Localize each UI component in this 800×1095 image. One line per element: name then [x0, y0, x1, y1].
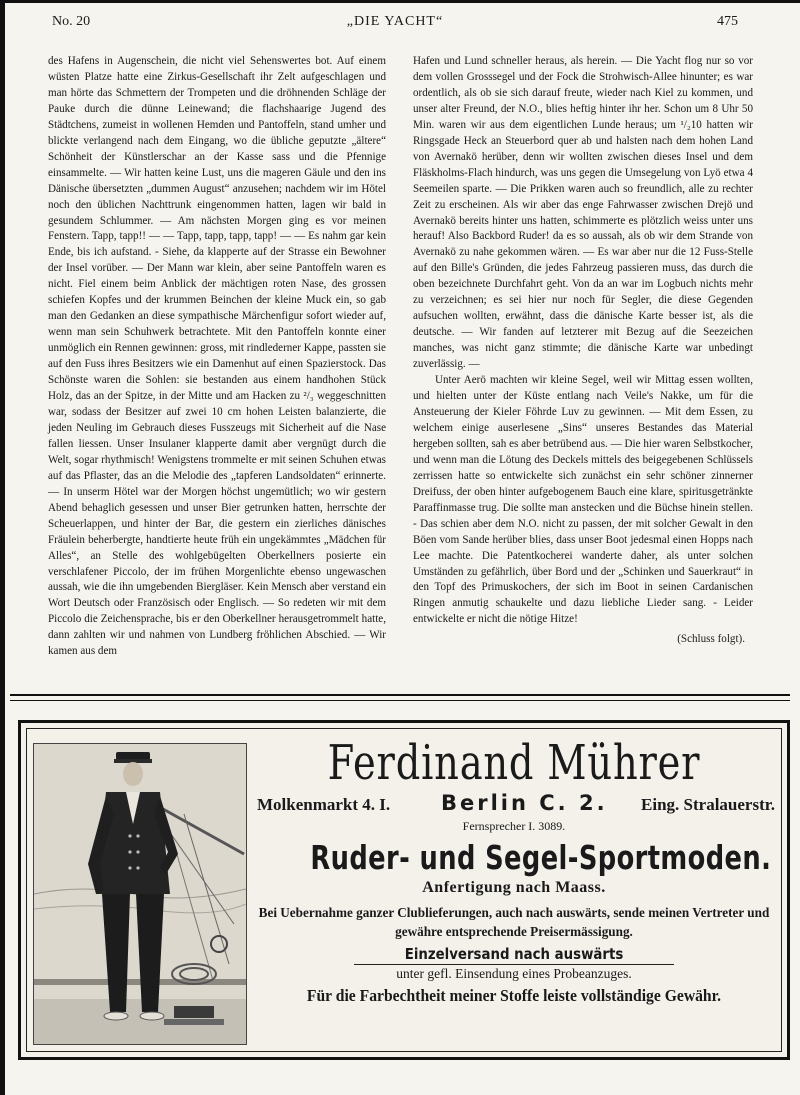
address-city: Berlin C. 2.	[441, 791, 608, 815]
right-text-column	[413, 54, 753, 648]
ad-shipping-line: Einzelversand nach auswärts	[404, 945, 624, 963]
page-number: 475	[717, 14, 738, 29]
running-header	[52, 14, 738, 34]
top-edge-rule	[0, 0, 800, 3]
left-edge-border	[0, 0, 5, 1095]
right-paragraph-2: Unter Aerö machten wir kleine Segel, weil wir Mittag essen wollten, und hielten unter der Küste entlang nach Veile's Nakke, um für die Ansteuerung der Kieler Föhrde Luv zu gewinnen. — Mit dem Essen, zu welchem einige auserlesene „Sins“ unseres Bestandes das Material hergeben sollten, sah es aber betrübend aus. — Die hier waren Selbstkocher, und wenn man die Lötung des Deckels mittels des beigegebenen Schlüssels zerrissen hatte so entwickelte sich zunächst ein sehr schöner zinnerner Dreifuss, der oben hinter aufgebogenem Bauch eine klare, spiritusgetränkte Paraffinmasse trug. Die sollte man anstecken und die Büchse hinein stellen. - Das schien aber dem N.O. nicht zu passen, der mit solcher Gewalt in den Böen vom Sande herüber blies, dass unser Boot jedesmal einen Hopps nach Lee machte. Die Patentkocherei wanderte daher, als unter solchen Umständen zu gefährlich, über Bord und der „Schinken und Sauerkraut“ in den Topf des Primuskochers, der sich im Boot in seinen Cardanischen Ringen anmutig schaukelte und dazu liebliche Lieder sang. - Leider entwickelte er nicht die nötige Hitze!	[413, 374, 753, 626]
address-street: Molkenmarkt 4. I.	[257, 795, 391, 814]
advertisement-box	[18, 720, 790, 1060]
company-name: Ferdinand Mührer	[327, 735, 701, 791]
left-text-column	[48, 54, 386, 660]
journal-title: „DIE YACHT“	[346, 14, 444, 29]
right-paragraph-1: Hafen und Lund schneller heraus, als herein. — Die Yacht flog nur so vor dem vollen Grosssegel und der Fock die Strohwisch-Allee hinunter; es war ordentlich, als ob sie sich darauf freute, wieder nach Kiel zu kommen, und unser alter Freund, der N.O., blies heftig hinter ihr her. Schon um 8 Uhr 50 Min. waren wir aus dem eigentlichen Lunde heraus; um ¹/₂10 hatten wir Ringsgade Heck an Steuerbord quer ab und halsten nach dem hohen Land von Avernakö herüber, denn wir wollten zwischen dieses Insel und dem Fläskholms-Flach hindurch, was uns gegen die Umsegelung von Lyö etwa 4 Seemeilen sparte. — Die Prikken waren auch so freundlich, alle zu rechter Zeit zu erscheinen. Als wir aber das enge Fahrwasser zwischen Drejö und Avernakö bereits hinter uns hatten, schimmerte es plötzlich weiss unter uns herauf! Also Backbord Ruder! da es so aussah, als ob wir dem Strande von Avernakö zu nahe gekommen wären. — Es war aber nur die 12 Fuss-Stelle auf den Bille's Gründen, die jedes Fahrzeug passieren muss, das durch die oben bezeichnete Durchfahrt geht. Von da an war im Logbuch nichts mehr zu verzeichnen; es sei hier nur noch für Segler, die diese Gegenden aufsuchen wollten, erwähnt, dass die dänische Karte besser ist, als die deutsche. — Wir fanden auf letzterer mit Bezug auf die Seezeichen manches, was nicht ganz stimmte; die dänische Karte war unbedingt zuverlässig. —	[413, 55, 753, 371]
issue-number: No. 20	[52, 14, 91, 29]
company-address	[253, 791, 775, 817]
advertisement-text	[253, 733, 775, 1006]
section-divider-thin	[10, 700, 790, 701]
ad-shipping-underline	[354, 964, 674, 965]
sailor-figure-icon	[34, 744, 246, 1044]
ad-guarantee: Für die Farbechtheit meiner Stoffe leiste vollständige Gewähr.	[306, 986, 722, 1005]
ad-subline: Anfertigung nach Maass.	[422, 879, 606, 896]
ad-headline: Ruder- und Segel-Sportmoden.	[310, 838, 772, 877]
continuation-note: (Schluss folgt).	[677, 633, 745, 646]
ad-sample-note: unter gefl. Einsendung eines Probeanzuges.	[396, 966, 632, 981]
phone-number: Fernsprecher I. 3089.	[462, 819, 566, 833]
ad-body-text: Bei Uebernahme ganzer Clublieferungen, auch nach auswärts, sende meinen Vertreter und gewähre entsprechende Preisermässigung.	[258, 905, 770, 939]
left-paragraph: des Hafens in Augenschein, die nicht viel Sehenswertes bot. Auf einem wüsten Platze hatte eine Zirkus-Gesellschaft ihr Zelt aufgeschlagen und man hörte das Schmettern der Trompeten und die dröhnenden Schläge der Pauke durch die dünne Leinewand; die flachshaarige Jugend des Städtchens, zumeist in wollenen Hemden und Pantoffeln, stand umher und blickte verlangend nach dem Eingang, wo die übliche geputzte „ältere“ Schönheit der Künstlerschar an der Kasse sass und die Pfennige einsammelte. — Wir hatten keine Lust, uns die mageren Gäule und den ins Dänische übersetzten „dummen August“ anzusehen; nachdem wir im Hötel noch den üblichen Nachttrunk eingenommen hatten, lagen wir bald in gesundem Schlummer. — Am nächsten Morgen ging es vor meinen Fenstern. Tapp, tapp!! — — Tapp, tapp, tapp, tapp! — — Es nahm gar kein Ende, bis ich aufstand. - Siehe, da klapperte auf der Strasse ein Bewohner der Insel vorüber. — Der Mann war klein, aber seine Pantoffeln waren es nicht. Fiel einem beim Anblick der mächtigen roten Nase, des grossen schiefen Kopfes und der krummen Beinchen der kleine Muck ein, so gab man den Gedanken an diese sympathische Märchenfigur sofort wieder auf, wenn man sein Schuhwerk betrachtete. Mit den Pantoffeln konnte einer unmöglich ein Rennen gewinnen: gross, mit rindlederner Kappe, passten sie auf den Fuss ihres Besitzers wie ein Damenhut auf einen Spazierstock. Das Schönste waren die Sohlen: sie bestanden aus einem handhohen Stück Holz, das an der Spitze, in der Mitte und am Hacken zu ²/₃ weggeschnitten war, sodass der Besitzer auf zwei 10 cm hohen Leisten balanzierte, die jeden Neuling im Gebrauch dieses Fusszeugs mit Sicherheit auf die Nase fallen liessen. Unser Insulaner klapperte damit aber vergnügt durch die Welt, sogar rhythmisch! Wenigstens trommelte er mit seinen Schuhen etwas auf das Pflaster, das an die Melodie des „tapferen Landsoldaten“ erinnerte. — In unserm Hötel war der Morgen höchst ungemütlich; wo wir gestern Abend behaglich gesessen und unser Bier getrunken hatten, herrschte der Scheuerlappen, und hinter der Bar, die gestern ein zierliches dänisches Fräulein beherbergte, handtierte heute früh ein ungekämmtes „Mädchen für Alles“, an Stelle des wohlgebügelten Oberkellners posierte ein verschlafener Piccolo, der im frühen Morgenlichte ebenso ungewaschen aussah, wie die ihn umgebenden Biergläser. Kein Mensch aber verstand ein Wort Deutsch oder Französisch oder Englisch. — So redeten wir mit dem Piccolo die Zeichensprache, bis er den Oberkellner herausgetrommelt hatte, dann zahlten wir und nahmen von Lundberg fröhlichen Abschied. — Wir kamen aus dem	[48, 55, 386, 658]
sailor-illustration	[33, 743, 247, 1045]
address-entrance: Eing. Stralauerstr.	[641, 795, 775, 814]
section-divider	[10, 694, 790, 696]
